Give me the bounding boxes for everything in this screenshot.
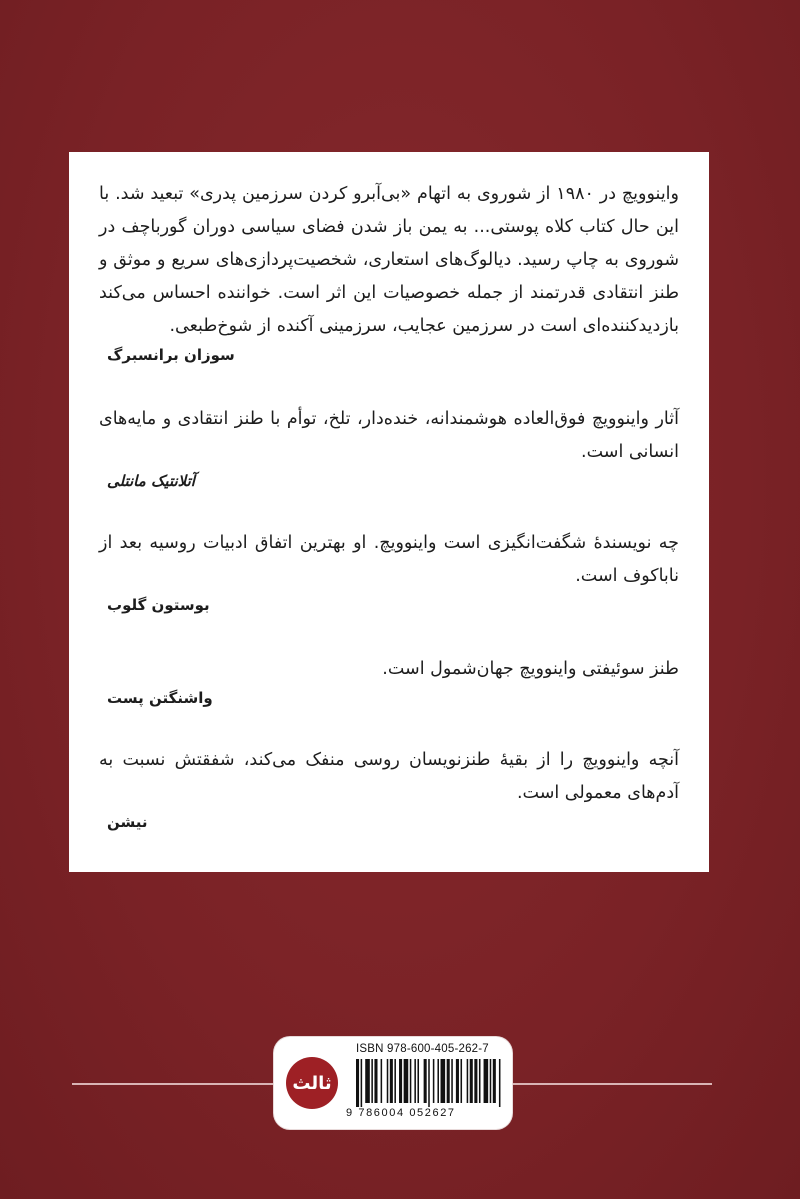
barcode-bar: [451, 1059, 453, 1103]
review-5: [99, 744, 679, 834]
barcode-bar: [456, 1059, 459, 1103]
barcode-bar: [433, 1059, 435, 1103]
barcode-bar: [371, 1059, 373, 1103]
barcode-bar: [399, 1059, 402, 1103]
barcode-bar: [387, 1059, 389, 1103]
barcode-bar: [470, 1059, 473, 1103]
review-text: واینوویچ در ۱۹۸۰ از شوروی به اتهام «بی‌آبرو کردن سرزمین پدری» تبعید شد. با این حال کتاب کلاه پوستی... به یمن باز شدن فضای سیاسی دوران گورباچف در شوروی به چاپ رسید. دیالوگ‌های استعاری، شخصیت‌پردازی‌های سریع و موثق و طنز انتقادی قدرتمند از جمله خصوصیات این اثر است. خواننده احساس می‌کند بازدیدکننده‌ای است در سرزمین عجایب، سرزمینی آکنده از شوخ‌طبعی.: [99, 184, 679, 336]
barcode-bar: [499, 1059, 501, 1107]
barcode-bar: [447, 1059, 450, 1103]
barcode-bar: [441, 1059, 446, 1103]
review-2: [99, 403, 679, 493]
barcode-bar: [474, 1059, 477, 1103]
review-3: [99, 527, 679, 617]
barcode-bar: [361, 1059, 363, 1107]
barcode-bar: [484, 1059, 489, 1103]
review-text: طنز سوئیفتی واینوویچ جهان‌شمول است.: [382, 659, 679, 679]
isbn-label: ISBN 978-600-405-262-7: [356, 1043, 489, 1055]
barcode-bar: [374, 1059, 377, 1103]
publisher-logo-icon: [286, 1057, 338, 1109]
barcode-bar: [417, 1059, 419, 1103]
barcode-bar: [394, 1059, 396, 1103]
review-source: نیشن: [107, 813, 148, 831]
barcode-bar: [493, 1059, 496, 1103]
barcode-bar: [461, 1059, 463, 1103]
review-text: چه نویسندهٔ شگفت‌انگیزی است واینوویچ. او بهترین اتفاق ادبیات روسیه بعد از ناباکوف است.: [99, 533, 679, 586]
barcode-bar: [414, 1059, 416, 1103]
isbn-barcode-box: [274, 1037, 512, 1129]
barcode-bar: [467, 1059, 469, 1103]
barcode-bar: [356, 1059, 359, 1107]
barcode-icon: [356, 1059, 502, 1107]
barcode-bar: [428, 1059, 430, 1107]
review-source: واشنگتن پست: [107, 689, 213, 707]
review-text: آنچه واینوویچ را از بقیهٔ طنزنویسان روسی منفک می‌کند، شفقتش نسبت به آدم‌های معمولی است.: [99, 750, 679, 803]
review-1: [99, 178, 679, 367]
barcode-bar: [404, 1059, 409, 1103]
barcode-bar: [381, 1059, 383, 1103]
barcode-digits: 9 786004 052627: [346, 1107, 456, 1119]
barcode-bar: [479, 1059, 481, 1103]
review-4: [99, 653, 679, 710]
review-text: آثار واینوویچ فوق‌العاده هوشمندانه، خنده‌دار، تلخ، توأم با طنز انتقادی و مایه‌های انسانی است.: [99, 409, 679, 462]
review-source: آتلانتیک مانتلی: [107, 472, 195, 490]
barcode-bar: [424, 1059, 427, 1103]
barcode-bar: [490, 1059, 492, 1103]
review-source: بوستون گلوب: [107, 596, 210, 614]
barcode-bar: [365, 1059, 370, 1103]
publisher-logo-text: ثالث: [292, 1072, 332, 1094]
barcode-bar: [437, 1059, 439, 1103]
barcode-bar: [410, 1059, 412, 1103]
barcode-bar: [390, 1059, 393, 1103]
reviews-panel: [69, 152, 709, 872]
review-source: سوزان برانسبرگ: [107, 346, 235, 364]
